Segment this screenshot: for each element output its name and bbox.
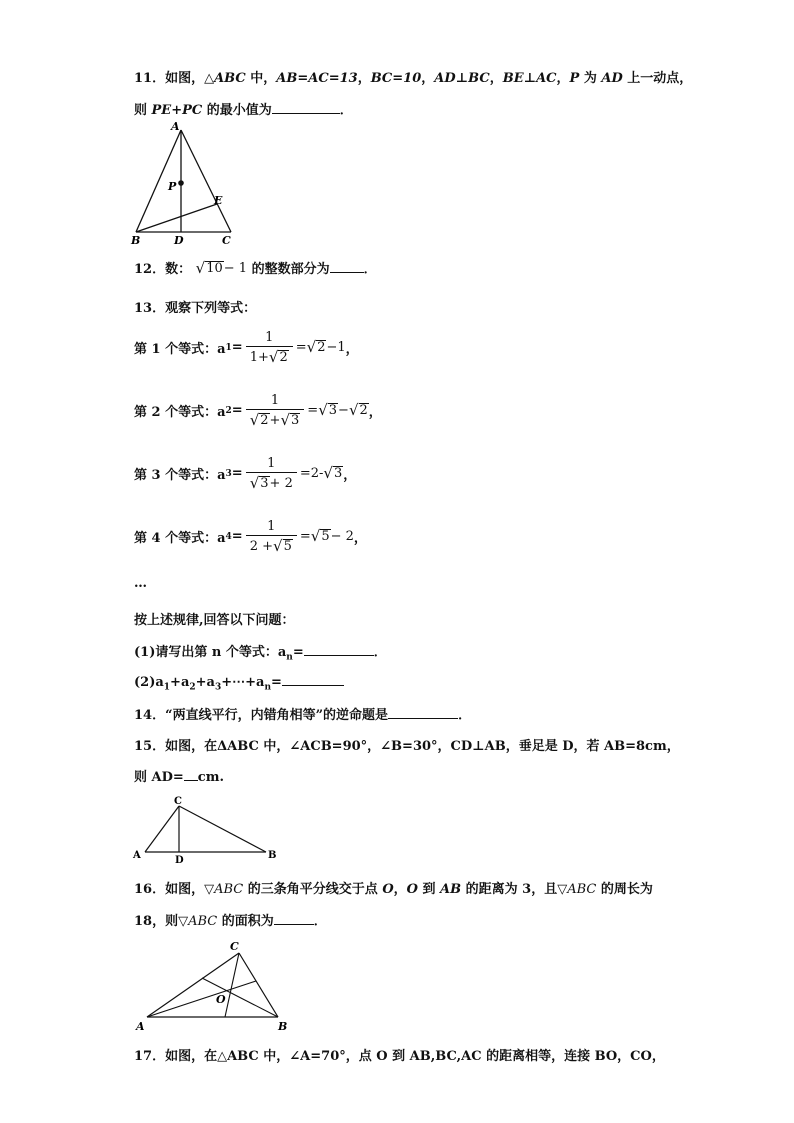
q11-line1 xyxy=(134,67,692,86)
q15-label-c: C xyxy=(174,796,182,807)
q16-text: 如图， xyxy=(165,882,205,897)
q12-text: 数： xyxy=(165,262,192,277)
frac-num: 1 xyxy=(270,393,280,408)
frac-den xyxy=(246,409,305,428)
q11-expr: PE+PC xyxy=(151,103,203,118)
q11-figure xyxy=(128,120,238,248)
sqrt-symbol: √ 5 xyxy=(310,527,330,545)
q14-number: 14． xyxy=(134,708,166,723)
part2-text: +a xyxy=(195,675,215,690)
q16-number: 16． xyxy=(134,882,166,897)
part2-sub: 1 xyxy=(163,682,171,693)
eq-sub: 4 xyxy=(225,531,232,542)
q15-line2 xyxy=(134,766,224,785)
res-mid: − xyxy=(338,403,349,418)
q16-text: 的距离为 3，且 xyxy=(461,882,558,897)
frac-den xyxy=(246,535,297,554)
q17-number: 17． xyxy=(134,1049,166,1064)
q11-cond4: BE⊥AC xyxy=(502,71,557,86)
res-pre: =2- xyxy=(299,466,324,481)
q12-radicand: 10 xyxy=(206,261,223,276)
sqrt-symbol: √ 3 xyxy=(249,474,269,492)
eq2-fraction xyxy=(246,393,305,428)
q16-text: 的面积为 xyxy=(217,914,274,929)
radicand: 5 xyxy=(283,539,292,554)
q16-text: ， xyxy=(393,882,407,897)
q16-o: O xyxy=(382,882,394,897)
q16-text: 的周长为 xyxy=(596,882,653,897)
q14-text: “两直线平行，内错角相等”的逆命题是 xyxy=(165,708,389,723)
q15-line1 xyxy=(134,735,680,754)
q11-text: 为 xyxy=(579,71,602,86)
q13-part2-blank[interactable] xyxy=(282,673,344,686)
sqrt-symbol: √ 2 xyxy=(348,401,368,419)
q16-answer-blank[interactable] xyxy=(274,912,314,925)
res-tail: − 2 xyxy=(330,529,354,544)
part2-sub: n xyxy=(264,682,271,693)
q12-line xyxy=(134,258,377,277)
part2-sub: 3 xyxy=(214,682,222,693)
q11-text: 中， xyxy=(245,71,277,86)
sqrt-symbol: √ 3 xyxy=(280,411,300,429)
eq3-result xyxy=(300,466,343,481)
q11-point-p xyxy=(178,180,184,186)
q11-cond3: AD⊥BC xyxy=(434,71,490,86)
q16-bisector-c xyxy=(225,953,239,1017)
part1-text: (1)请写出第 n 个等式：a xyxy=(134,645,287,660)
q11-text: 的最小值为 xyxy=(202,103,272,118)
q16-bisector-a xyxy=(147,981,256,1017)
q16-side-ac xyxy=(147,953,239,1017)
part1-end: ． xyxy=(373,645,387,660)
part1-sub: n xyxy=(286,652,293,663)
q15-side-cb xyxy=(179,806,266,852)
triangle-symbol: ▽ xyxy=(557,882,568,897)
q15-side-ac xyxy=(145,806,179,852)
q16-text: 18，则 xyxy=(134,914,179,929)
q15-text: 如图，在ΔABC 中，∠ACB=90°，∠B=30°，CD⊥AB，垂足是 D，若 AB=8cm， xyxy=(165,739,680,754)
sqrt-symbol: √ 2 xyxy=(268,348,288,366)
q15-label-d: D xyxy=(175,855,184,864)
q16-abc: ABC xyxy=(567,882,597,897)
radicand: 3 xyxy=(333,466,343,481)
q13-eq3 xyxy=(134,456,356,491)
eq-sub: 1 xyxy=(225,342,232,353)
q16-abc: ABC xyxy=(214,882,244,897)
q11-label-c: C xyxy=(222,234,231,247)
eq3-fraction xyxy=(246,456,297,491)
part2-text: +⋯+a xyxy=(221,675,265,690)
q11-answer-blank[interactable] xyxy=(272,101,340,114)
eq-sign: = xyxy=(231,340,243,355)
sqrt-symbol: √ 3 xyxy=(318,401,338,419)
q13-title-text: 观察下列等式： xyxy=(165,301,257,316)
eq2-result: = √ 3 − √ 2 xyxy=(307,401,368,419)
q16-label-b: B xyxy=(278,1020,288,1033)
comma: ， xyxy=(345,342,359,357)
frac-num: 1 xyxy=(267,519,276,534)
q14-line xyxy=(134,704,471,723)
q13-part1-blank[interactable] xyxy=(304,643,374,656)
q12-answer-blank[interactable] xyxy=(330,260,364,273)
q12-expression xyxy=(196,261,247,276)
eq-label: 第 3 个等式：a xyxy=(134,468,226,483)
eq-sign: = xyxy=(231,529,243,544)
part2-eq: = xyxy=(271,675,282,690)
q11-label-p: P xyxy=(168,180,177,193)
den-part: + 2 xyxy=(269,476,293,491)
den-part: 2 + xyxy=(249,539,273,554)
comma: ， xyxy=(353,531,367,546)
den-part: + xyxy=(269,413,281,428)
q11-sep: ， xyxy=(556,71,570,86)
part2-sub: 2 xyxy=(189,682,196,693)
q15-figure xyxy=(132,792,282,864)
q16-figure xyxy=(132,936,292,1034)
q15-label-b: B xyxy=(268,850,277,861)
q13-rule: 按上述规律,回答以下问题： xyxy=(134,613,295,628)
q11-cond2: BC=10 xyxy=(370,71,422,86)
part2-text: (2)a xyxy=(134,675,164,690)
eq-sub: 3 xyxy=(225,468,232,479)
q11-p: P xyxy=(569,71,580,86)
q12-text: 的整数部分为 xyxy=(247,262,330,277)
radicand: 3 xyxy=(260,476,269,491)
q13-ellipsis: … xyxy=(134,576,147,591)
q16-label-a: A xyxy=(136,1020,145,1033)
radicand: 5 xyxy=(321,529,330,544)
q13-part1 xyxy=(134,641,387,663)
q11-number: 11． xyxy=(134,71,166,86)
q13-title xyxy=(134,297,256,316)
q16-abc: ABC xyxy=(188,914,218,929)
q11-label-e: E xyxy=(214,194,223,207)
q16-label-o: O xyxy=(216,993,226,1006)
q16-o: O xyxy=(406,882,418,897)
q11-segment-be xyxy=(136,204,217,232)
part2-text: +a xyxy=(170,675,190,690)
q14-answer-blank[interactable] xyxy=(388,706,458,719)
comma: ， xyxy=(343,468,357,483)
sqrt-symbol: √ 5 xyxy=(273,537,292,555)
eq-label: 第 4 个等式：a xyxy=(134,531,226,546)
q15-text: 则 AD= xyxy=(134,770,184,785)
q13-part2 xyxy=(134,673,344,693)
q16-end: ． xyxy=(313,914,327,929)
q14-end: ． xyxy=(458,708,472,723)
eq-sub: 2 xyxy=(225,405,232,416)
part1-eq: = xyxy=(292,645,304,660)
q13-eq4 xyxy=(134,519,367,554)
sqrt-symbol: √ 10 xyxy=(195,259,223,277)
q11-end: ． xyxy=(339,103,353,118)
sqrt-symbol: √ 2 xyxy=(306,338,326,356)
radicand: 2 xyxy=(279,350,288,365)
q15-label-a: A xyxy=(133,850,141,861)
sqrt-symbol: √ 3 xyxy=(323,464,343,482)
q11-sep: ， xyxy=(357,71,371,86)
eq-sign: = xyxy=(231,403,243,418)
q16-line2 xyxy=(134,910,327,929)
radicand: 3 xyxy=(291,413,300,428)
q17-line xyxy=(134,1045,665,1064)
den-part: 1+ xyxy=(249,350,269,365)
q16-text: 到 xyxy=(417,882,441,897)
triangle-symbol: ▽ xyxy=(178,914,189,929)
triangle-symbol: ▽ xyxy=(204,882,215,897)
frac-den xyxy=(246,346,293,365)
q11-line2 xyxy=(134,99,353,118)
eq-label: 第 1 个等式：a xyxy=(134,342,226,357)
q15-number: 15． xyxy=(134,739,166,754)
eq1-fraction xyxy=(246,330,293,365)
q11-text: 上一动点， xyxy=(622,71,693,86)
frac-den xyxy=(246,472,297,491)
q12-end: ． xyxy=(363,262,377,277)
q11-text: 则 xyxy=(134,103,152,118)
q13-eq2 xyxy=(134,393,382,428)
radicand: 2 xyxy=(260,413,269,428)
res-tail: −1 xyxy=(326,340,346,355)
q11-sep: ， xyxy=(421,71,435,86)
q11-abc: ABC xyxy=(214,71,246,86)
q15-text: cm. xyxy=(197,770,224,785)
eq4-result: = √ 5 − 2 xyxy=(299,527,354,545)
radicand: 2 xyxy=(359,403,368,418)
q11-label-a: A xyxy=(171,120,180,133)
q11-text: 如图，△ xyxy=(165,71,215,86)
q11-label-b: B xyxy=(131,234,141,247)
q16-line1 xyxy=(134,878,653,897)
q13-eq1 xyxy=(134,330,359,365)
q17-text: 如图，在△ABC 中，∠A=70°，点 O 到 AB,BC,AC 的距离相等，连接 BO，CO， xyxy=(165,1049,665,1064)
q15-answer-blank[interactable] xyxy=(184,768,198,781)
frac-num: 1 xyxy=(267,456,276,471)
radicand: 2 xyxy=(317,340,326,355)
q16-ab: AB xyxy=(440,882,462,897)
q13-number: 13． xyxy=(134,301,166,316)
frac-num: 1 xyxy=(265,330,274,345)
q16-label-c: C xyxy=(230,940,239,953)
q11-cond1: AB=AC=13 xyxy=(276,71,358,86)
comma: ， xyxy=(368,405,382,420)
eq4-fraction xyxy=(246,519,297,554)
q11-side-ac xyxy=(181,130,231,232)
q11-ad: AD xyxy=(601,71,623,86)
eq-label: 第 2 个等式：a xyxy=(134,405,226,420)
q12-number: 12． xyxy=(134,262,166,277)
eq-sign: = xyxy=(231,466,243,481)
eq1-result: = √ 2 −1 xyxy=(295,338,346,356)
radicand: 3 xyxy=(328,403,338,418)
sqrt-symbol: √ 2 xyxy=(249,411,269,429)
q11-sep: ， xyxy=(489,71,503,86)
q11-label-d: D xyxy=(174,234,184,247)
q12-minus-one: − 1 xyxy=(223,261,248,276)
q16-text: 的三条角平分线交于点 xyxy=(243,882,383,897)
